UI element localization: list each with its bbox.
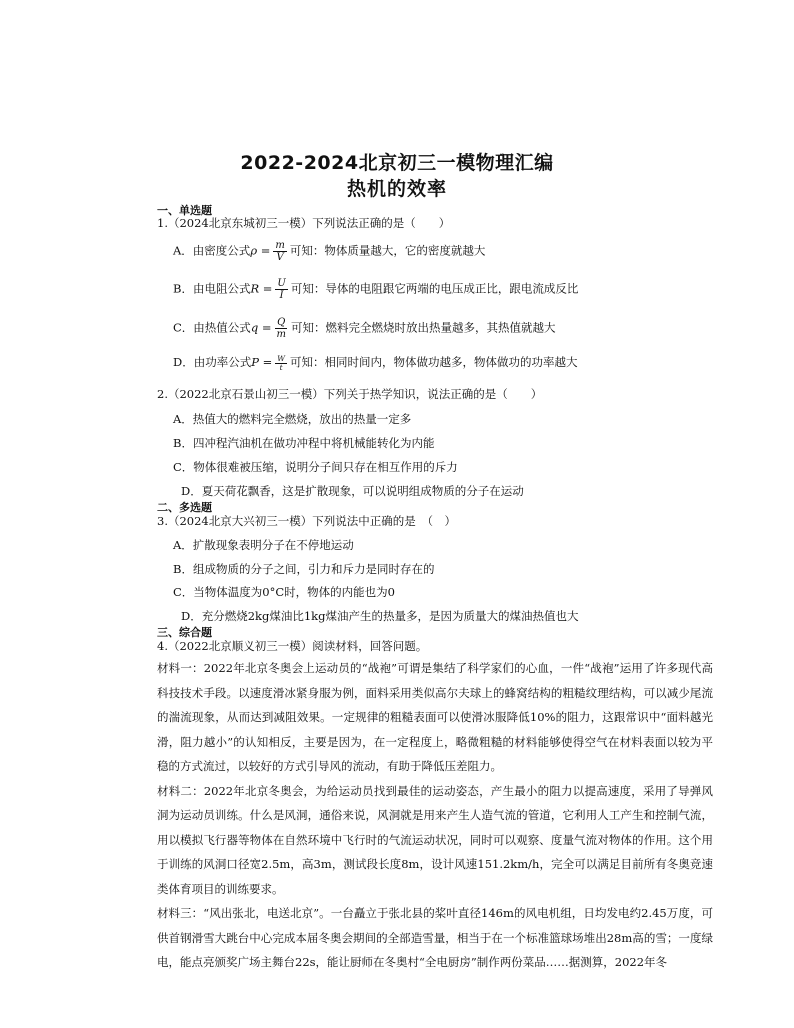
formula-a-denominator: V (276, 252, 284, 263)
option-a-text: 可知：物体质量越大，它的密度就越大 (289, 243, 486, 258)
formula-a-lhs: ρ = (250, 243, 271, 258)
option-c-prefix: C．由热值公式 (173, 320, 251, 335)
question-2-option-b: B．四冲程汽油机在做功冲程中将机械能转化为内能 (173, 436, 435, 450)
question-3-option-c: C．当物体温度为0°C时，物体的内能也为0 (173, 585, 395, 599)
formula-b-lhs: R = (250, 281, 273, 296)
question-4-stem: 4.（2022北京顺义初三一模）阅读材料，回答问题。 (157, 639, 428, 653)
document-title: 2022-2024北京初三一模物理汇编 (240, 152, 554, 174)
question-2-option-d: D．夏天荷花飘香，这是扩散现象，可以说明组成物质的分子在运动 (181, 484, 524, 498)
question-3-option-a: A．扩散现象表明分子在不停地运动 (173, 538, 354, 552)
formula-c-numerator: Q (277, 317, 286, 328)
material-1: 材料一：2022年北京冬奥会上运动员的“战袍”可谓是集结了科学家们的心血，一件“战袍”运用了许多现代高科技技术手段。以速度滑冰紧身服为例，面料采用类似高尔夫球上的蜂窝结构的粗糙纹理结构，可以减少尾流的湍流现象，从而达到减阻效果。一定规律的粗糙表面可以使滑冰服降低10%的阻力，这跟常识中“面料越光滑，阻力越小”的认知相反，主要是因为，在一定程度上，略微粗糙的材料能够使得空气在材料表面以较为平稳的方式流过，以较好的方式引导风的流动，有助于降低压差阻力。 (157, 661, 713, 773)
question-3-option-d: D．充分燃烧2kg煤油比1kg煤油产生的热量多，是因为质量大的煤油热值也大 (181, 609, 579, 623)
option-c-text: 可知：燃料完全燃烧时放出热量越多，其热值就越大 (290, 320, 556, 335)
formula-c-fraction (274, 317, 287, 340)
question-1-option-a (173, 240, 485, 263)
formula-d-denominator: t (279, 362, 283, 372)
document-subtitle: 热机的效率 (346, 178, 447, 200)
formula-b-fraction (275, 278, 287, 301)
formula-d-numerator: W (277, 353, 285, 363)
formula-c-denominator: m (276, 329, 286, 340)
question-2-stem: 2.（2022北京石景山初三一模）下列关于热学知识，说法正确的是（ ） (157, 387, 543, 401)
formula-b-denominator: I (279, 290, 284, 301)
question-1-option-c (173, 317, 555, 340)
material-3: 材料三：“风出张北，电送北京”。一台矗立于张北县的桨叶直径146m的风电机组，日均发电约2.45万度，可供首钢滑雪大跳台中心完成本届冬奥会期间的全部造雪量，相当于在一个标准篮球场堆出28m高的雪；一度绿电，能点亮颁奖广场主舞台22s，能让厨师在冬奥村“全电厨房”制作两份菜品……据测算，2022年冬 (157, 906, 713, 969)
formula-c-lhs: q = (250, 320, 272, 335)
option-b-prefix: B．由电阻公式 (173, 281, 251, 296)
formula-a-fraction (273, 240, 286, 263)
option-a-prefix: A．由密度公式 (173, 243, 251, 258)
question-2-option-a: A．热值大的燃料完全燃烧，放出的热量一定多 (173, 412, 412, 426)
formula-d-lhs: P = (251, 355, 273, 369)
option-d-text: 可知：相同时间内，物体做功越多，物体做功的功率越大 (289, 355, 578, 369)
section-comprehensive: 三、综合题 (157, 626, 212, 639)
question-3-option-b: B．组成物质的分子之间，引力和斥力是同时存在的 (173, 562, 435, 576)
material-2: 材料二：2022年北京冬奥会，为给运动员找到最佳的运动姿态，产生最小的阻力以提高速度，采用了导弹风洞为运动员训练。什么是风洞，通俗来说，风洞就是用来产生人造气流的管道，它利用人工产生和控制气流，用以模拟飞行器等物体在自然环境中飞行时的气流运动状况，同时可以观察、度量气流对物体的作用。这个用于训练的风洞口径宽2.5m，高3m，测试段长度8m，设计风速151.2km/h，完全可以满足目前所有冬奥竞速类体育项目的训练要求。 (157, 783, 713, 896)
section-single-choice: 一、单选题 (157, 204, 212, 217)
formula-b-numerator: U (277, 278, 286, 289)
formula-d-fraction (275, 355, 287, 372)
question-4-materials (157, 656, 713, 975)
formula-a-numerator: m (275, 240, 285, 251)
option-d-prefix: D．由功率公式 (173, 355, 252, 369)
question-1-option-b (173, 278, 578, 301)
option-b-text: 可知：导体的电阻跟它两端的电压成正比，跟电流成反比 (290, 281, 579, 296)
question-2-option-c: C．物体很难被压缩，说明分子间只存在相互作用的斥力 (173, 460, 458, 474)
question-1-option-d (173, 354, 577, 372)
question-3-stem: 3.（2024北京大兴初三一模）下列说法中正确的是 （ ） (157, 514, 456, 528)
section-multiple-choice: 二、多选题 (157, 501, 212, 514)
question-1-stem: 1.（2024北京东城初三一模）下列说法正确的是（ ） (157, 216, 451, 230)
